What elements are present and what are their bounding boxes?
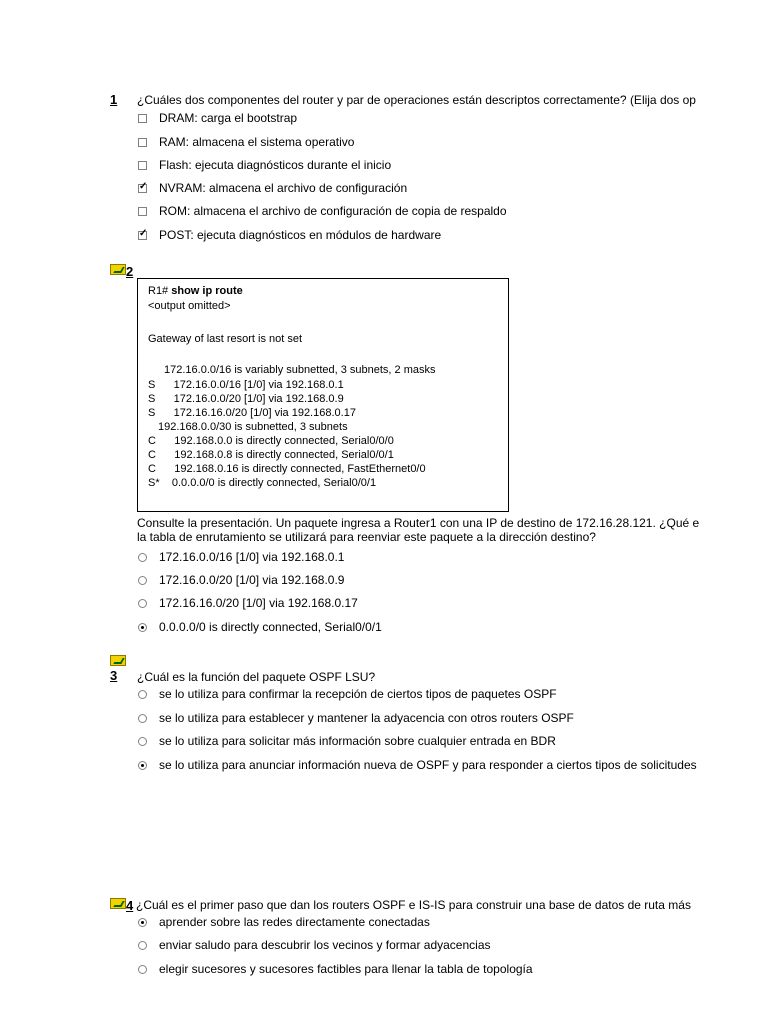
q1-option-3-label: Flash: ejecuta diagnósticos durante el inicio	[159, 158, 392, 172]
q1-option-3[interactable]	[138, 157, 391, 173]
question-3-number: 3	[110, 668, 118, 683]
q3-option-3[interactable]	[138, 733, 556, 749]
q4-option-3[interactable]	[138, 961, 533, 977]
q1-option-6-label: POST: ejecuta diagnósticos en módulos de hardware	[159, 228, 442, 242]
q3-option-1-label: se lo utiliza para confirmar la recepción de ciertos tipos de paquetes OSPF	[159, 687, 557, 701]
q4-option-2-label: enviar saludo para descubrir los vecinos y formar adyacencias	[159, 938, 491, 952]
question-4-text: ¿Cuál es el primer paso que dan los routers OSPF e IS-IS para construir una base de datos de ruta más	[136, 898, 691, 912]
exhibit-line: S 172.16.0.0/20 [1/0] via 192.168.0.9	[148, 393, 344, 405]
q2-option-1-label: 172.16.0.0/16 [1/0] via 192.168.0.1	[159, 550, 345, 564]
radio-selected-icon[interactable]	[138, 918, 147, 927]
q2-option-1[interactable]	[138, 549, 344, 565]
radio-icon[interactable]	[138, 576, 147, 585]
q3-option-4[interactable]	[138, 757, 697, 773]
q2-option-2-label: 172.16.0.0/20 [1/0] via 192.168.0.9	[159, 573, 345, 587]
q1-option-2[interactable]	[138, 134, 354, 150]
checkbox-checked-icon[interactable]	[138, 184, 147, 193]
question-2-text-line-2: la tabla de enrutamiento se utilizará para reenviar este paquete a la dirección destino?	[137, 530, 596, 544]
exhibit-command: show ip route	[171, 285, 243, 297]
radio-icon[interactable]	[138, 599, 147, 608]
radio-icon[interactable]	[138, 690, 147, 699]
exhibit-line: C 192.168.0.16 is directly connected, FastEthernet0/0	[148, 463, 426, 475]
q3-option-1[interactable]	[138, 686, 557, 702]
q2-option-2[interactable]	[138, 572, 344, 588]
checkbox-icon[interactable]	[138, 138, 147, 147]
exhibit-line: C 192.168.0.0 is directly connected, Serial0/0/0	[148, 435, 394, 447]
q3-option-3-label: se lo utiliza para solicitar más información sobre cualquier entrada en BDR	[159, 734, 556, 748]
q2-option-3-label: 172.16.16.0/20 [1/0] via 192.168.0.17	[159, 596, 358, 610]
exhibit-line: S 172.16.16.0/20 [1/0] via 192.168.0.17	[148, 407, 356, 419]
q4-option-1[interactable]	[138, 914, 430, 930]
exhibit-line: S 172.16.0.0/16 [1/0] via 192.168.0.1	[148, 379, 344, 391]
checkbox-icon[interactable]	[138, 114, 147, 123]
exhibit-line: S* 0.0.0.0/0 is directly connected, Serial0/0/1	[148, 477, 377, 489]
q1-option-5-label: ROM: almacena el archivo de configuración de copia de respaldo	[159, 204, 507, 218]
exhibit-box	[137, 278, 509, 512]
q3-option-4-label: se lo utiliza para anunciar información nueva de OSPF y para responder a ciertos tipos de solicitudes	[159, 758, 697, 772]
q2-option-4-label: 0.0.0.0/0 is directly connected, Serial0/0/1	[159, 620, 382, 634]
q1-option-6[interactable]	[138, 227, 441, 243]
radio-selected-icon[interactable]	[138, 623, 147, 632]
checkbox-icon[interactable]	[138, 207, 147, 216]
q1-option-1-label: DRAM: carga el bootstrap	[159, 111, 298, 125]
radio-icon[interactable]	[138, 737, 147, 746]
q1-option-2-label: RAM: almacena el sistema operativo	[159, 135, 355, 149]
q3-option-2-label: se lo utiliza para establecer y mantener la adyacencia con otros routers OSPF	[159, 711, 574, 725]
exhibit-icon[interactable]	[110, 264, 126, 275]
exhibit-icon[interactable]	[110, 898, 126, 909]
radio-icon[interactable]	[138, 965, 147, 974]
q2-option-3[interactable]	[138, 595, 358, 611]
radio-icon[interactable]	[138, 941, 147, 950]
exhibit-line: 192.168.0.0/30 is subnetted, 3 subnets	[158, 421, 348, 433]
exhibit-prompt: R1#	[148, 285, 169, 297]
exhibit-icon[interactable]	[110, 655, 126, 666]
exhibit-line: <output omitted>	[148, 300, 231, 312]
radio-selected-icon[interactable]	[138, 761, 147, 770]
q1-option-4-label: NVRAM: almacena el archivo de configuración	[159, 181, 408, 195]
q1-option-4[interactable]	[138, 180, 407, 196]
exhibit-line: C 192.168.0.8 is directly connected, Serial0/0/1	[148, 449, 394, 461]
q2-option-4[interactable]	[138, 619, 382, 635]
q1-option-5[interactable]	[138, 203, 507, 219]
question-1-text: ¿Cuáles dos componentes del router y par de operaciones están descriptos correctamente? (Elija dos op	[137, 93, 696, 107]
question-1-number: 1	[110, 92, 118, 107]
radio-icon[interactable]	[138, 553, 147, 562]
question-2-text-line-1: Consulte la presentación. Un paquete ingresa a Router1 con una IP de destino de 172.16.28.121. ¿Qué e	[137, 516, 700, 530]
question-4-number: 4	[126, 898, 134, 913]
q1-option-1[interactable]	[138, 110, 297, 126]
q4-option-3-label: elegir sucesores y sucesores factibles para llenar la tabla de topología	[159, 962, 533, 976]
checkbox-icon[interactable]	[138, 161, 147, 170]
q3-option-2[interactable]	[138, 710, 574, 726]
q4-option-1-label: aprender sobre las redes directamente conectadas	[159, 915, 430, 929]
exhibit-line: 172.16.0.0/16 is variably subnetted, 3 subnets, 2 masks	[164, 364, 436, 376]
radio-icon[interactable]	[138, 714, 147, 723]
q4-option-2[interactable]	[138, 937, 491, 953]
exhibit-line: Gateway of last resort is not set	[148, 333, 303, 345]
checkbox-checked-icon[interactable]	[138, 231, 147, 240]
exhibit-command-line	[148, 285, 243, 297]
question-2-number: 2	[126, 264, 134, 279]
question-3-text: ¿Cuál es la función del paquete OSPF LSU?	[137, 670, 376, 684]
